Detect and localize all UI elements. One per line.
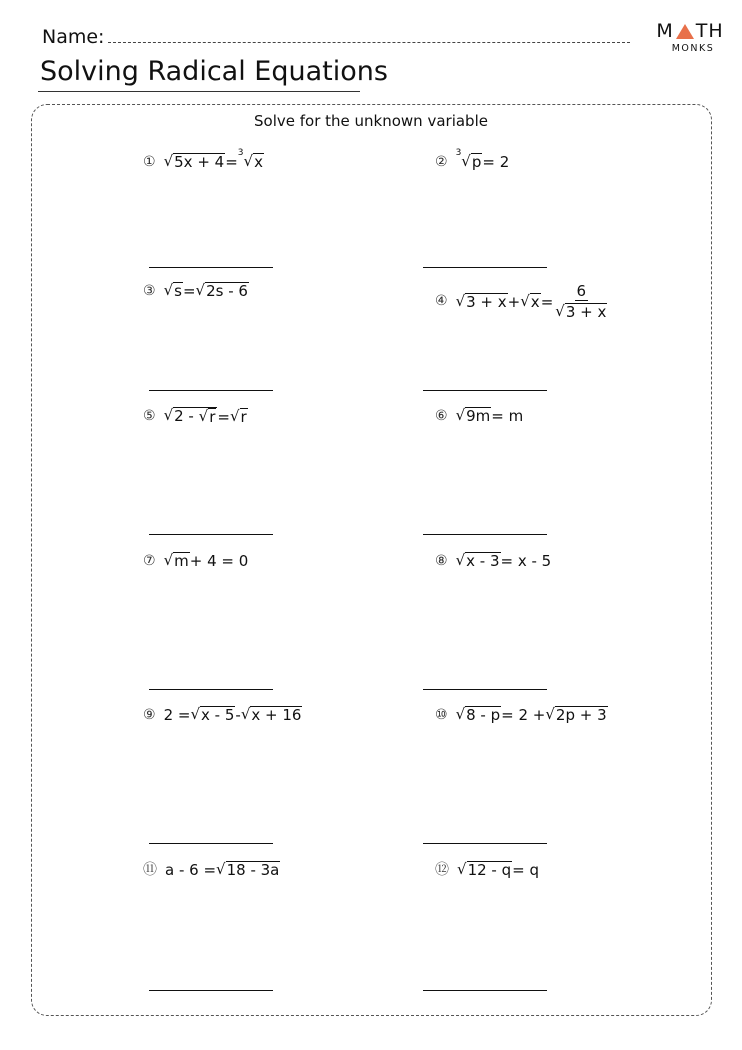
problem: [435, 407, 523, 425]
problem: [435, 706, 608, 724]
equation: [164, 706, 303, 724]
radical: [190, 706, 235, 724]
radical: [241, 706, 303, 724]
radicand: [465, 407, 491, 425]
equation-text: 12 - q: [467, 861, 512, 879]
radicand: [555, 706, 608, 724]
problem: [435, 861, 539, 879]
equation-text: +: [507, 292, 521, 311]
logo-text-monks: MONKS: [671, 43, 715, 54]
equation-text: s: [174, 282, 182, 300]
radical-sign-icon: √: [455, 291, 466, 310]
radical-sign-icon: √: [198, 407, 209, 425]
equation-text: 3 + x: [565, 303, 607, 321]
radical-sign-icon: √: [163, 152, 174, 170]
equation-text: 5x + 4: [174, 153, 225, 171]
equation-text: = 2 +: [501, 706, 546, 725]
math-monks-logo: [655, 20, 725, 55]
radical-sign-icon: √: [190, 705, 201, 723]
radical-sign-icon: √: [163, 281, 174, 299]
radical-sign-icon: √: [240, 705, 251, 723]
equation: [456, 552, 552, 570]
equation-text: x - 5: [201, 706, 235, 724]
radical-sign-icon: √: [455, 406, 466, 424]
equation: [456, 407, 524, 425]
answer-line[interactable]: [149, 843, 273, 844]
logo-text-th: TH: [695, 20, 724, 42]
problem-number: ⑤: [143, 408, 156, 425]
radicand: [205, 282, 249, 300]
radicand: [465, 552, 500, 570]
radicand: [226, 861, 281, 879]
problem: [143, 407, 248, 426]
problem: [143, 148, 264, 172]
answer-line[interactable]: [423, 689, 547, 690]
equation: [456, 282, 610, 322]
problem: [143, 706, 302, 724]
equation: [163, 148, 264, 172]
problem: [143, 552, 248, 570]
logo-text-m: M: [656, 20, 674, 42]
fraction-denominator: [555, 301, 607, 322]
equation: [164, 552, 249, 570]
problems-box: [31, 104, 712, 1016]
answer-line[interactable]: [149, 390, 273, 391]
name-label: Name:: [42, 26, 105, 48]
radicand: [240, 408, 248, 426]
radical: [230, 408, 248, 426]
equation-text: 8 - p: [466, 706, 501, 724]
radical: [455, 148, 483, 171]
radical-sign-icon: √: [216, 860, 226, 878]
problem: [143, 282, 249, 300]
title-underline: [38, 91, 360, 92]
equation: [455, 148, 510, 172]
problem-number: ⑩: [435, 706, 448, 723]
problem: [435, 552, 551, 570]
answer-line[interactable]: [423, 390, 547, 391]
answer-line[interactable]: [423, 534, 547, 535]
equation-text: 18 - 3a: [226, 861, 280, 879]
problem-number: ⑫: [435, 861, 449, 878]
radical-sign-icon: √: [243, 152, 254, 170]
equation-text: 3 + x: [466, 292, 507, 311]
radicand: [250, 706, 302, 724]
answer-line[interactable]: [423, 267, 547, 268]
answer-line[interactable]: [423, 990, 547, 991]
fraction: [555, 282, 607, 322]
problem-number: ⑪: [143, 861, 157, 878]
radical-sign-icon: √: [461, 152, 471, 170]
radicand: [253, 153, 264, 171]
radical-index: 3: [237, 148, 244, 158]
radicand: [173, 282, 183, 300]
radical-index: 3: [455, 148, 462, 158]
problem-number: ③: [143, 282, 156, 299]
fraction-numerator: 6: [576, 282, 587, 300]
radical: [199, 408, 217, 426]
radical-sign-icon: √: [163, 551, 174, 569]
radical-sign-icon: √: [520, 291, 530, 310]
equation-text: = q: [512, 861, 539, 880]
problem-number: ⑦: [143, 552, 156, 569]
equation-text: = x - 5: [500, 552, 552, 571]
radicand: [200, 706, 235, 724]
equation-text: =: [182, 282, 196, 301]
equation-text: p: [471, 153, 482, 171]
radical: [216, 861, 280, 879]
equation-text: 2s - 6: [206, 282, 248, 300]
equation-text: -: [235, 706, 241, 725]
equation-text: x - 3: [466, 552, 500, 570]
radical-sign-icon: √: [163, 406, 174, 424]
radical: [164, 153, 226, 171]
radical: [555, 303, 607, 321]
radical: [456, 552, 501, 570]
radical: [545, 706, 607, 724]
problem-number: ⑥: [435, 407, 448, 424]
radicand: [173, 552, 190, 570]
equation: [164, 282, 249, 300]
radicand: [173, 153, 225, 171]
equation-text: r: [240, 407, 247, 426]
radical-sign-icon: √: [555, 302, 565, 320]
radical-sign-icon: √: [455, 551, 466, 569]
equation-text: + 4 = 0: [189, 552, 249, 571]
logo-triangle-icon: [676, 24, 694, 39]
radical: [456, 407, 492, 425]
problem-number: ②: [435, 153, 448, 170]
equation: [457, 861, 539, 879]
answer-line[interactable]: [149, 534, 273, 535]
name-field[interactable]: [108, 42, 630, 43]
radical: [520, 293, 540, 311]
radical-sign-icon: √: [457, 860, 467, 878]
radicand: [465, 293, 508, 311]
equation-text: =: [540, 292, 554, 311]
equation: [165, 861, 280, 879]
answer-line[interactable]: [149, 990, 273, 991]
equation-text: m: [174, 552, 189, 570]
radicand: [471, 153, 483, 171]
equation-text: x + 16: [251, 706, 302, 724]
equation-text: = m: [491, 407, 524, 426]
radicand: [465, 706, 501, 724]
instructions: Solve for the unknown variable: [254, 112, 488, 130]
radicand: [173, 407, 217, 426]
answer-line[interactable]: [423, 843, 547, 844]
radicand: [565, 303, 608, 321]
equation-text: x: [530, 292, 540, 311]
radical-sign-icon: √: [545, 705, 555, 723]
problem-number: ⑨: [143, 706, 156, 723]
problem-number: ①: [143, 153, 156, 170]
radical-sign-icon: √: [229, 406, 240, 425]
radical: [164, 407, 218, 426]
equation-text: a - 6 =: [165, 861, 217, 880]
radicand: [467, 861, 513, 879]
answer-line[interactable]: [149, 267, 273, 268]
equation-text: x: [254, 153, 263, 171]
equation-text: 2 -: [174, 407, 199, 425]
radical-sign-icon: √: [195, 281, 206, 299]
equation-text: = 2: [482, 153, 510, 172]
radical: [164, 282, 183, 300]
answer-line[interactable]: [149, 689, 273, 690]
radicand: [530, 293, 541, 311]
radical: [457, 861, 512, 879]
equation-text: r: [209, 408, 216, 426]
radical: [237, 148, 264, 171]
equation-text: 9m: [466, 407, 491, 425]
radical: [196, 282, 249, 300]
problem: [435, 282, 609, 322]
equation-text: =: [225, 153, 238, 172]
equation-text: 2 =: [163, 706, 191, 725]
problem: [435, 148, 510, 172]
radical: [456, 706, 502, 724]
problem-number: ⑧: [435, 552, 448, 569]
equation: [456, 706, 608, 724]
worksheet-title: Solving Radical Equations: [40, 56, 388, 87]
radical: [164, 552, 190, 570]
equation-text: 2p + 3: [555, 706, 607, 724]
radical-sign-icon: √: [455, 705, 466, 723]
equation-text: =: [217, 407, 230, 426]
equation: [164, 407, 248, 426]
radicand: [208, 408, 216, 426]
radical: [456, 293, 508, 311]
problem: [143, 861, 280, 879]
problem-number: ④: [435, 293, 448, 310]
